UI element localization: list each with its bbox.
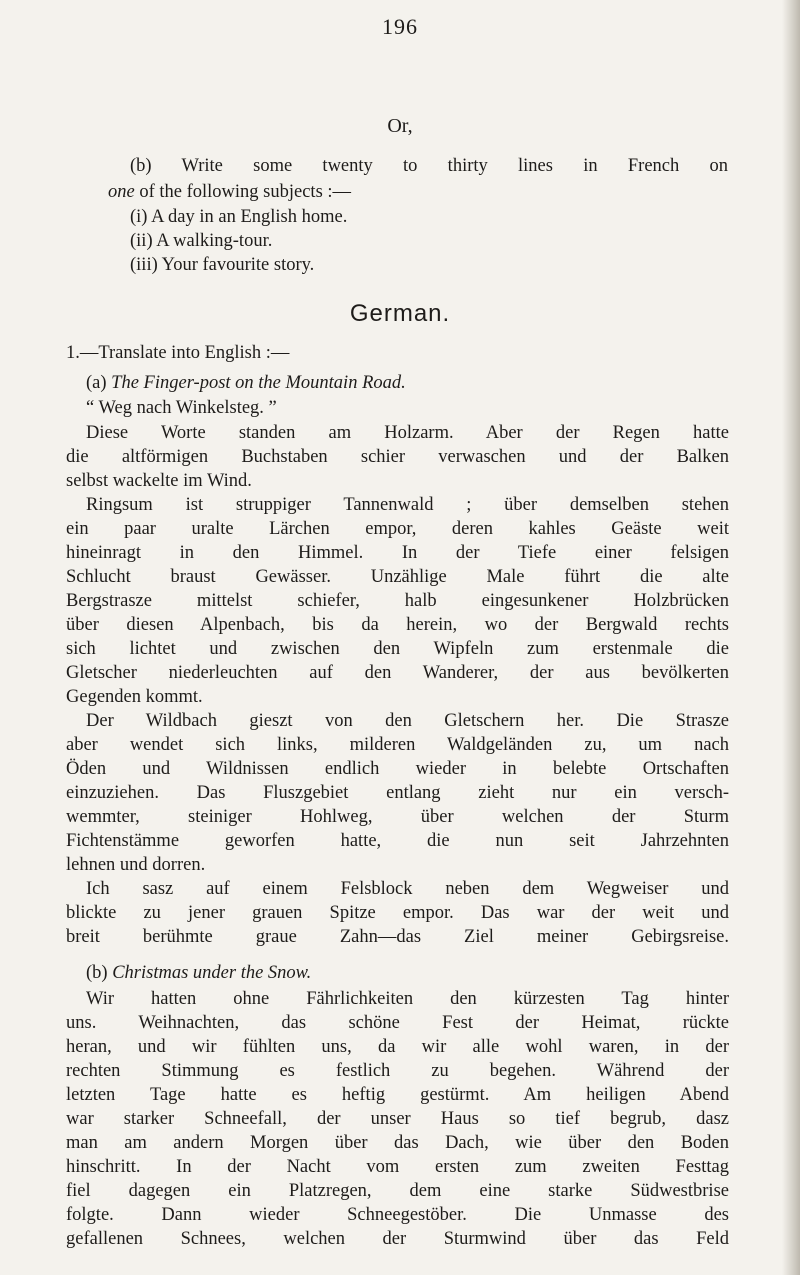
passage-a-line: Der Wildbach gieszt von den Gletschern her. Die Strasze bbox=[86, 711, 729, 731]
passage-b-title: Christmas under the Snow. bbox=[112, 963, 312, 983]
french-task-emphasis: one bbox=[108, 182, 135, 202]
passage-a-line: Gegenden kommt. bbox=[66, 687, 203, 707]
french-option-2: (ii) A walking-tour. bbox=[130, 231, 273, 251]
passage-b-line: hinschritt. In der Nacht vom ersten zum zweiten Festtag bbox=[66, 1157, 729, 1177]
french-task-line-1: (b) Write some twenty to thirty lines in French on bbox=[130, 156, 728, 176]
passage-a-line: Öden und Wildnissen endlich wieder in belebte Ortschaften bbox=[66, 759, 729, 779]
passage-b-line: war starker Schneefall, der unser Haus so tief begrub, dasz bbox=[66, 1109, 729, 1129]
passage-b-line: heran, und wir fühlten uns, da wir alle wohl waren, in der bbox=[66, 1037, 729, 1057]
passage-b-line: gefallenen Schnees, welchen der Sturmwind über das Feld bbox=[66, 1229, 729, 1249]
passage-a-line: sich lichtet und zwischen den Wipfeln zum erstenmale die bbox=[66, 639, 729, 659]
passage-b-line: folgte. Dann wieder Schneegestöber. Die Unmasse des bbox=[66, 1205, 729, 1225]
passage-b-line: uns. Weihnachten, das schöne Fest der Heimat, rückte bbox=[66, 1013, 729, 1033]
passage-a-line: wemmter, steiniger Hohlweg, über welchen der Sturm bbox=[66, 807, 729, 827]
page-number: 196 bbox=[382, 14, 418, 39]
passage-a-heading bbox=[86, 372, 406, 394]
passage-b-line: Wir hatten ohne Fährlichkeiten den kürzesten Tag hinter bbox=[86, 989, 729, 1009]
french-task-line-2 bbox=[108, 181, 351, 203]
passage-b-line: rechten Stimmung es festlich zu begehen. Während der bbox=[66, 1061, 729, 1081]
passage-a-line: die altförmigen Buchstaben schier verwaschen und der Balken bbox=[66, 447, 729, 467]
passage-a-line: blickte zu jener grauen Spitze empor. Das war der weit und bbox=[66, 903, 729, 923]
passage-a-quote: “ Weg nach Winkelsteg. ” bbox=[86, 398, 277, 418]
passage-a-line: ein paar uralte Lärchen empor, deren kahles Geäste weit bbox=[66, 519, 729, 539]
passage-a-line: über diesen Alpenbach, bis da herein, wo der Bergwald rechts bbox=[66, 615, 729, 635]
french-option-3: (iii) Your favourite story. bbox=[130, 255, 315, 275]
passage-b-heading bbox=[86, 962, 311, 984]
passage-b-label: (b) bbox=[86, 963, 113, 983]
passage-b-line: man am andern Morgen über das Dach, wie über den Boden bbox=[66, 1133, 729, 1153]
passage-a-line: Ringsum ist struppiger Tannenwald ; über demselben stehen bbox=[86, 495, 729, 515]
passage-a-line: Gletscher niederleuchten auf den Wanderer, der aus bevölkerten bbox=[66, 663, 729, 683]
passage-a-line: Ich sasz auf einem Felsblock neben dem Wegweiser und bbox=[86, 879, 729, 899]
passage-a-line: selbst wackelte im Wind. bbox=[66, 471, 252, 491]
passage-a-line: Bergstrasze mittelst schiefer, halb eingesunkener Holzbrücken bbox=[66, 591, 729, 611]
passage-a-line: hineinragt in den Himmel. In der Tiefe einer felsigen bbox=[66, 543, 729, 563]
french-option-1: (i) A day in an English home. bbox=[130, 207, 348, 227]
passage-a-line: breit berühmte graue Zahn—das Ziel meiner Gebirgsreise. bbox=[66, 927, 729, 947]
passage-a-line: Fichtenstämme geworfen hatte, die nun seit Jahrzehnten bbox=[66, 831, 729, 851]
passage-a-line: lehnen und dorren. bbox=[66, 855, 206, 875]
passage-a-line: aber wendet sich links, milderen Waldgeländen zu, um nach bbox=[66, 735, 729, 755]
or-heading: Or, bbox=[387, 115, 413, 137]
instruction: 1.—Translate into English :— bbox=[66, 343, 290, 363]
german-heading: German. bbox=[349, 300, 451, 327]
passage-a-line: Diese Worte standen am Holzarm. Aber der Regen hatte bbox=[86, 423, 729, 443]
passage-a-line: Schlucht braust Gewässer. Unzählige Male führt die alte bbox=[66, 567, 729, 587]
passage-b-line: letzten Tage hatte es heftig gestürmt. Am heiligen Abend bbox=[66, 1085, 729, 1105]
passage-a-line: einzuziehen. Das Fluszgebiet entlang zieht nur ein versch- bbox=[66, 783, 729, 803]
passage-a-label: (a) bbox=[86, 373, 112, 393]
passage-a-title: The Finger-post on the Mountain Road. bbox=[111, 373, 406, 393]
passage-b-line: fiel dagegen ein Platzregen, dem eine starke Südwestbrise bbox=[66, 1181, 729, 1201]
french-task-line-2-rest: of the following subjects :— bbox=[134, 182, 352, 202]
